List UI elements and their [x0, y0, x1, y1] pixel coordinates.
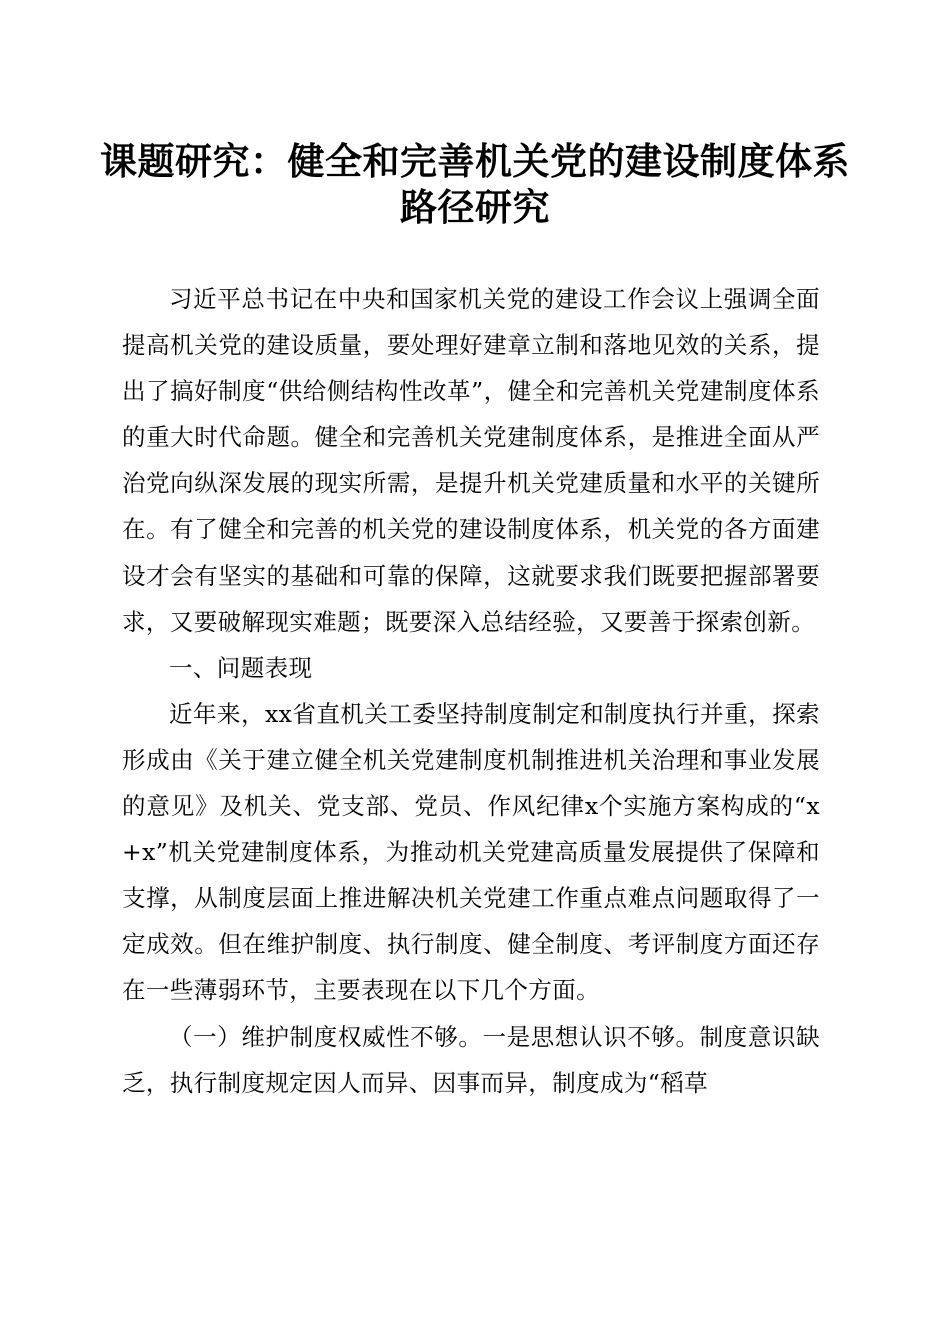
- document-title: [90, 138, 860, 230]
- subsection-heading: （一）维护制度权威性不够。: [169, 1022, 483, 1051]
- title-line-2: 路径研究: [400, 185, 550, 229]
- section-heading-problems: 一、问题表现: [169, 653, 313, 682]
- section-paragraph: 近年来，xx省直机关工委坚持制度制定和制度执行并重，探索形成由《关于建立健全机关党建制度机制推进机关治理和事业发展的意见》及机关、党支部、党员、作风纪律x个实施方案构成的“x+x”机关党建制度体系，为推动机关党建高质量发展提供了保障和支撑，从制度层面上推进解决机关党建工作重点难点问题取得了一定成效。但在维护制度、执行制度、健全制度、考评制度方面还存在一些薄弱环节，主要表现在以下几个方面。: [122, 699, 820, 1005]
- document-body: [122, 276, 820, 1106]
- title-line-1: 课题研究：健全和完善机关党的建设制度体系: [100, 139, 850, 183]
- subsection-paragraph: [122, 1014, 820, 1106]
- intro-paragraph: 习近平总书记在中央和国家机关党的建设工作会议上强调全面提高机关党的建设质量，要处理好建章立制和落地见效的关系，提出了搞好制度“供给侧结构性改革”，健全和完善机关党建制度体系的重大时代命题。健全和完善机关党建制度体系，是推进全面从严治党向纵深发展的现实所需，是提升机关党建质量和水平的关键所在。有了健全和完善的机关党的建设制度体系，机关党的各方面建设才会有坚实的基础和可靠的保障，这就要求我们既要把握部署要求，又要破解现实难题；既要深入总结经验，又要善于探索创新。: [122, 285, 820, 636]
- subsection-text: 一是思想认识不够。制度意识缺乏，执行制度规定因人而异、因事而异，制度成为“稻草: [122, 1022, 820, 1097]
